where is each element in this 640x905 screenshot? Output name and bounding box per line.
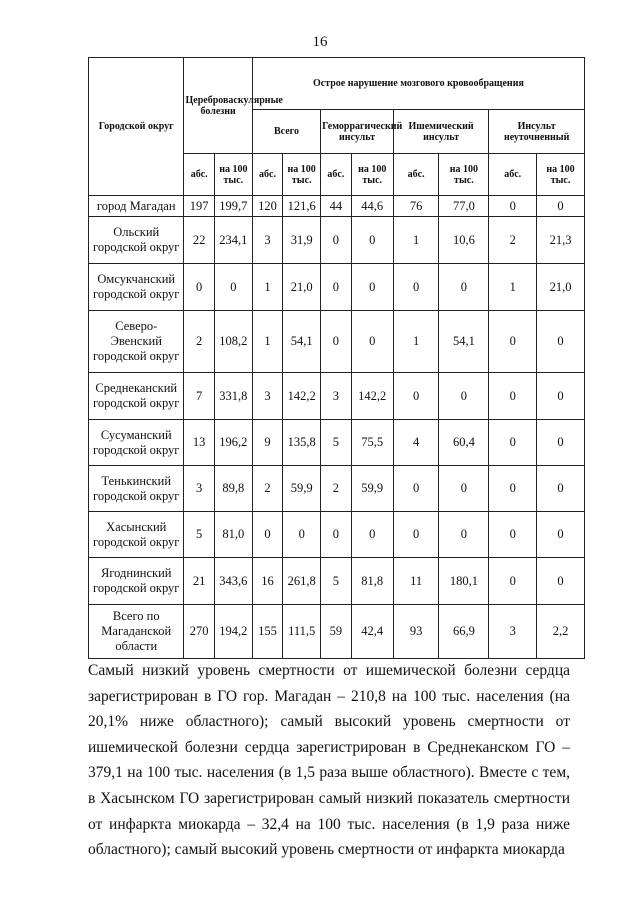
district-name-cell: Среднеканский городской округ <box>89 373 184 420</box>
value-cell: 0 <box>537 512 585 558</box>
value-cell: 31,9 <box>283 217 321 264</box>
table-body <box>89 196 585 659</box>
table-row <box>89 196 585 217</box>
value-cell: 0 <box>537 373 585 420</box>
table-row <box>89 217 585 264</box>
value-cell: 270 <box>184 605 214 659</box>
district-name-cell: Хасынский городской округ <box>89 512 184 558</box>
value-cell: 121,6 <box>283 196 321 217</box>
value-cell: 0 <box>351 311 393 373</box>
value-cell: 0 <box>489 420 537 466</box>
value-cell: 21,0 <box>537 264 585 311</box>
header-unspecified: Инсульт неуточненный <box>489 110 585 154</box>
value-cell: 0 <box>393 373 439 420</box>
value-cell: 0 <box>489 558 537 605</box>
page-number: 16 <box>312 34 328 50</box>
header-ischemic: Ишемический инсульт <box>393 110 488 154</box>
value-cell: 0 <box>489 196 537 217</box>
value-cell: 108,2 <box>214 311 252 373</box>
value-cell: 1 <box>393 217 439 264</box>
value-cell: 13 <box>184 420 214 466</box>
value-cell: 81,0 <box>214 512 252 558</box>
header-abs: абс. <box>321 154 351 196</box>
value-cell: 2 <box>321 466 351 512</box>
value-cell: 3 <box>321 373 351 420</box>
value-cell: 120 <box>252 196 282 217</box>
value-cell: 0 <box>321 311 351 373</box>
value-cell: 111,5 <box>283 605 321 659</box>
value-cell: 135,8 <box>283 420 321 466</box>
value-cell: 89,8 <box>214 466 252 512</box>
stroke-statistics-table <box>88 57 585 659</box>
value-cell: 44,6 <box>351 196 393 217</box>
header-abs: абс. <box>184 154 214 196</box>
header-hemorrhagic: Геморрагический инсульт <box>321 110 394 154</box>
value-cell: 0 <box>393 512 439 558</box>
value-cell: 16 <box>252 558 282 605</box>
value-cell: 1 <box>489 264 537 311</box>
value-cell: 44 <box>321 196 351 217</box>
value-cell: 75,5 <box>351 420 393 466</box>
district-name-cell: Ягоднинский городской округ <box>89 558 184 605</box>
value-cell: 0 <box>439 264 489 311</box>
value-cell: 2 <box>489 217 537 264</box>
table-row <box>89 264 585 311</box>
header-per100: на 100 тыс. <box>439 154 489 196</box>
value-cell: 3 <box>184 466 214 512</box>
value-cell: 81,8 <box>351 558 393 605</box>
value-cell: 9 <box>252 420 282 466</box>
value-cell: 343,6 <box>214 558 252 605</box>
value-cell: 59,9 <box>351 466 393 512</box>
value-cell: 21,0 <box>283 264 321 311</box>
value-cell: 0 <box>283 512 321 558</box>
value-cell: 0 <box>393 264 439 311</box>
value-cell: 21 <box>184 558 214 605</box>
table-row <box>89 605 585 659</box>
value-cell: 0 <box>439 466 489 512</box>
table-row <box>89 512 585 558</box>
value-cell: 0 <box>439 373 489 420</box>
value-cell: 0 <box>252 512 282 558</box>
table-row <box>89 420 585 466</box>
value-cell: 0 <box>351 264 393 311</box>
value-cell: 0 <box>489 311 537 373</box>
value-cell: 199,7 <box>214 196 252 217</box>
value-cell: 77,0 <box>439 196 489 217</box>
value-cell: 60,4 <box>439 420 489 466</box>
district-name-cell: Ольский городской округ <box>89 217 184 264</box>
value-cell: 142,2 <box>283 373 321 420</box>
district-name-cell: Северо-Эвенский городской округ <box>89 311 184 373</box>
value-cell: 155 <box>252 605 282 659</box>
value-cell: 59 <box>321 605 351 659</box>
header-per100: на 100 тыс. <box>351 154 393 196</box>
value-cell: 3 <box>252 217 282 264</box>
header-cerebrovascular: Цереброваскулярные болезни <box>184 58 252 154</box>
value-cell: 0 <box>321 512 351 558</box>
value-cell: 66,9 <box>439 605 489 659</box>
value-cell: 22 <box>184 217 214 264</box>
value-cell: 197 <box>184 196 214 217</box>
header-district: Городской округ <box>89 58 184 196</box>
table-row <box>89 373 585 420</box>
district-name-cell: Всего по Магаданской области <box>89 605 184 659</box>
value-cell: 93 <box>393 605 439 659</box>
value-cell: 5 <box>321 420 351 466</box>
value-cell: 0 <box>321 264 351 311</box>
header-total: Всего <box>252 110 320 154</box>
value-cell: 142,2 <box>351 373 393 420</box>
district-name-cell: Тенькинский городской округ <box>89 466 184 512</box>
district-name-cell: Сусуманский городской округ <box>89 420 184 466</box>
header-per100: на 100 тыс. <box>283 154 321 196</box>
value-cell: 2 <box>252 466 282 512</box>
district-name-cell: город Магадан <box>89 196 184 217</box>
value-cell: 0 <box>184 264 214 311</box>
value-cell: 0 <box>439 512 489 558</box>
header-abs: абс. <box>489 154 537 196</box>
header-abs: абс. <box>252 154 282 196</box>
table-row <box>89 311 585 373</box>
value-cell: 3 <box>489 605 537 659</box>
value-cell: 21,3 <box>537 217 585 264</box>
value-cell: 0 <box>537 466 585 512</box>
value-cell: 261,8 <box>283 558 321 605</box>
value-cell: 1 <box>252 311 282 373</box>
value-cell: 0 <box>489 512 537 558</box>
value-cell: 331,8 <box>214 373 252 420</box>
value-cell: 0 <box>537 311 585 373</box>
value-cell: 1 <box>252 264 282 311</box>
value-cell: 180,1 <box>439 558 489 605</box>
body-paragraph: Самый низкий уровень смертности от ишемической болезни сердца зарегистрирован в ГО гор. Магадан – 210,8 на 100 тыс. населения (на 20,1% ниже областного); самый высокий уровень смертности от ишемической болезни сердца зарегистрирован в Среднеканском ГО – 379,1 на 100 тыс. населения (в 1,5 раза выше областного). Вместе с тем, в Хасынском ГО зарегистрирован самый низкий показатель смертности от инфаркта миокарда – 32,4 на 100 тыс. населения (в 1,9 раза ниже областного); самый высокий уровень смертности от инфаркта миокарда <box>88 662 570 859</box>
value-cell: 0 <box>351 512 393 558</box>
value-cell: 11 <box>393 558 439 605</box>
value-cell: 42,4 <box>351 605 393 659</box>
table-row <box>89 466 585 512</box>
value-cell: 194,2 <box>214 605 252 659</box>
value-cell: 0 <box>214 264 252 311</box>
value-cell: 10,6 <box>439 217 489 264</box>
value-cell: 1 <box>393 311 439 373</box>
value-cell: 5 <box>184 512 214 558</box>
value-cell: 59,9 <box>283 466 321 512</box>
value-cell: 196,2 <box>214 420 252 466</box>
header-per100: на 100 тыс. <box>537 154 585 196</box>
table-row <box>89 558 585 605</box>
value-cell: 0 <box>537 558 585 605</box>
value-cell: 0 <box>537 196 585 217</box>
value-cell: 4 <box>393 420 439 466</box>
value-cell: 5 <box>321 558 351 605</box>
district-name-cell: Омсукчанский городской округ <box>89 264 184 311</box>
header-abs: абс. <box>393 154 439 196</box>
value-cell: 234,1 <box>214 217 252 264</box>
value-cell: 0 <box>393 466 439 512</box>
header-acute: Острое нарушение мозгового кровообращения <box>252 58 584 110</box>
value-cell: 3 <box>252 373 282 420</box>
value-cell: 7 <box>184 373 214 420</box>
value-cell: 0 <box>489 373 537 420</box>
value-cell: 2 <box>184 311 214 373</box>
value-cell: 2,2 <box>537 605 585 659</box>
value-cell: 54,1 <box>439 311 489 373</box>
value-cell: 0 <box>351 217 393 264</box>
value-cell: 54,1 <box>283 311 321 373</box>
value-cell: 0 <box>537 420 585 466</box>
header-per100: на 100 тыс. <box>214 154 252 196</box>
value-cell: 0 <box>489 466 537 512</box>
value-cell: 76 <box>393 196 439 217</box>
value-cell: 0 <box>321 217 351 264</box>
